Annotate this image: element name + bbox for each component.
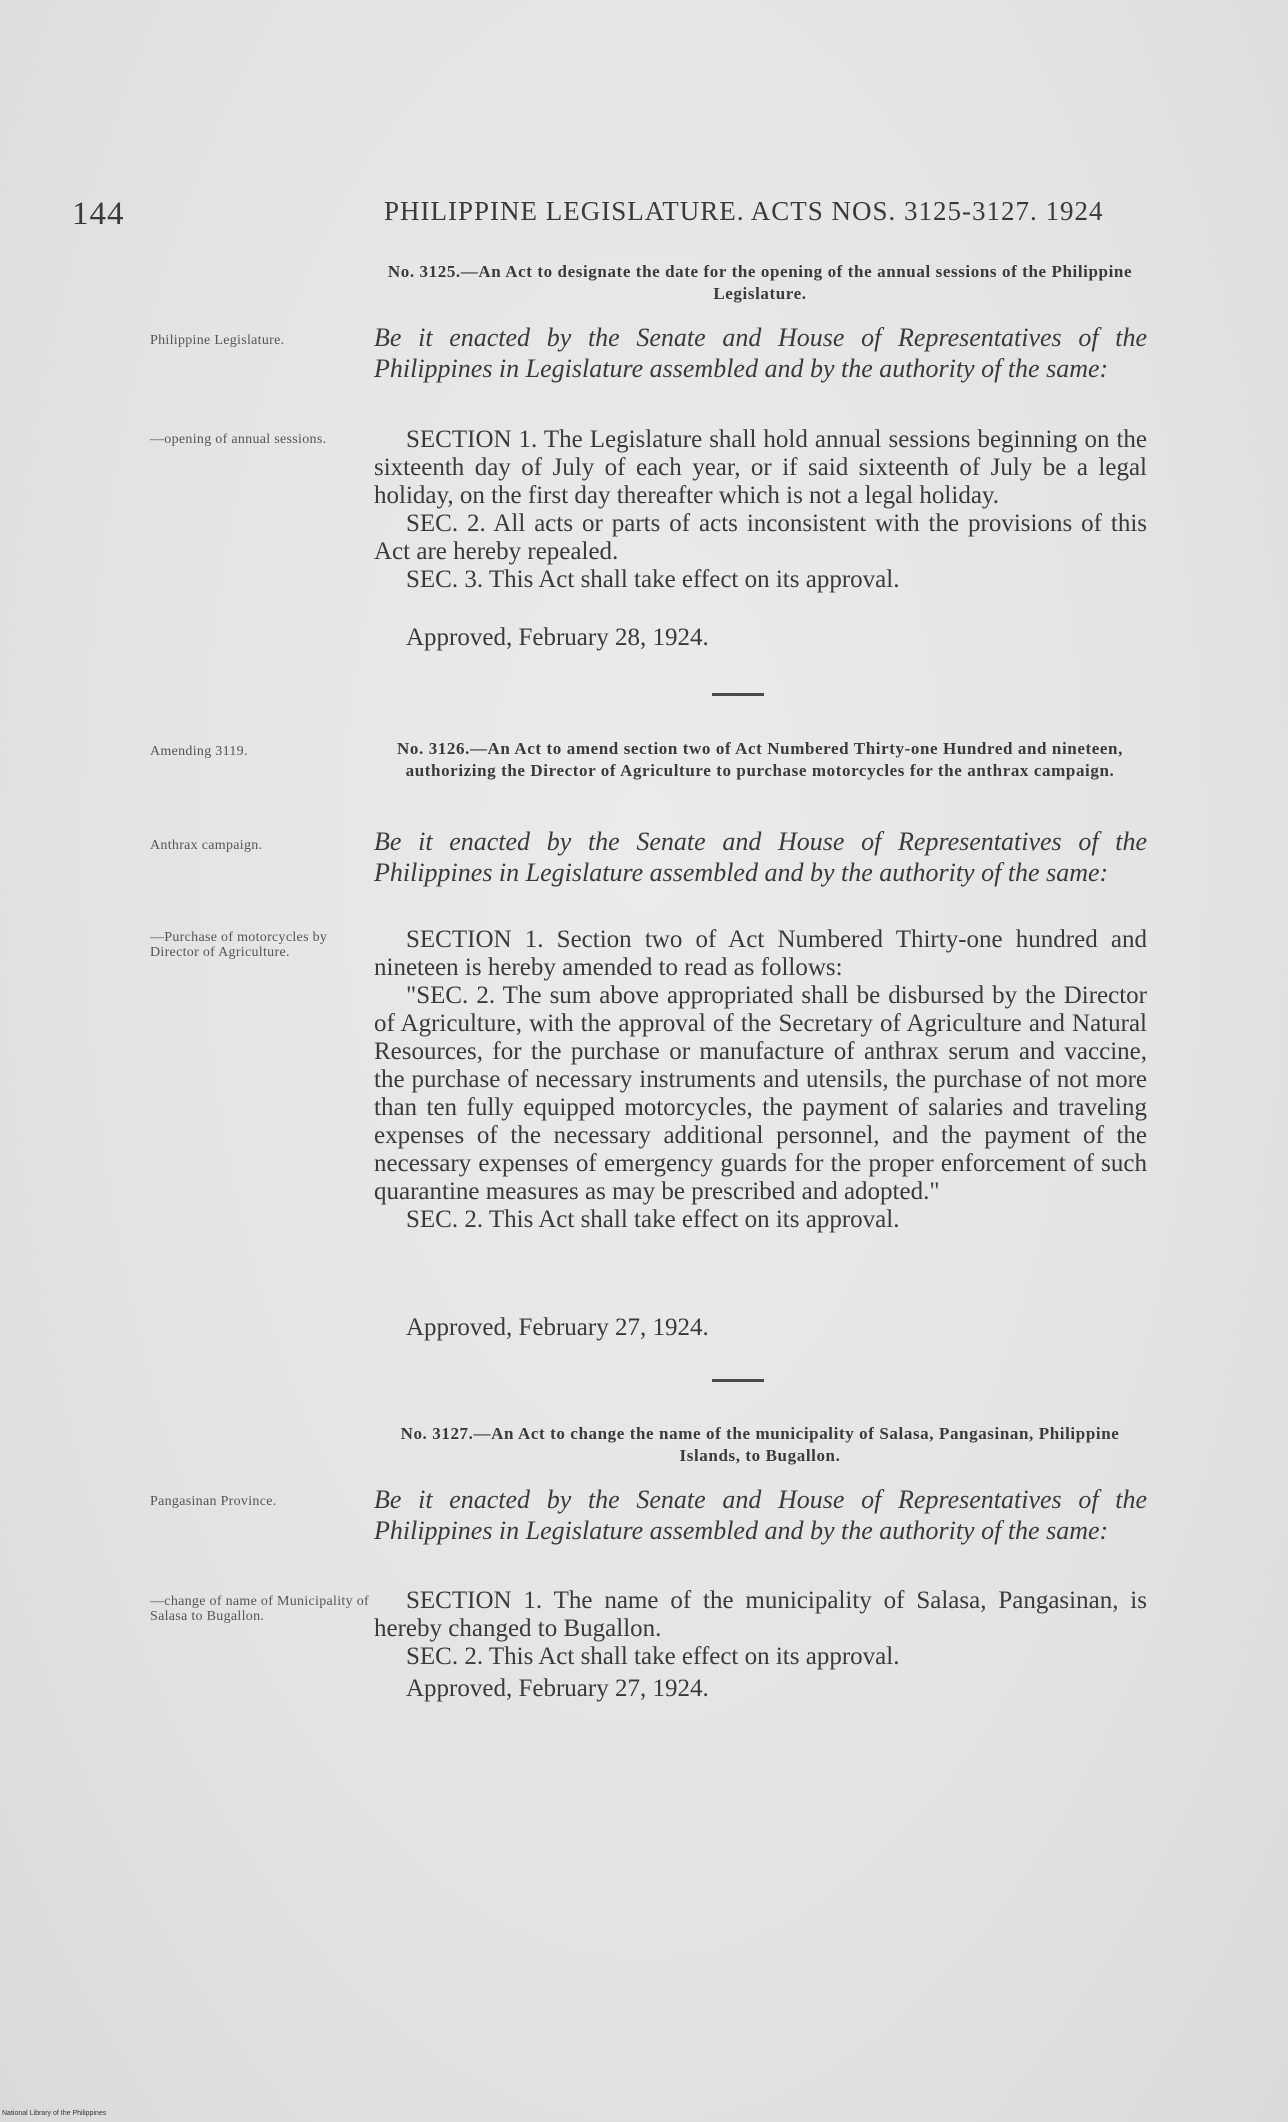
act-3127-body xyxy=(374,1587,1147,1671)
act-3125-enacting-clause: Be it enacted by the Senate and House of Representatives of the Philippines in Legislature assembled and by the authority of the same: xyxy=(374,323,1147,383)
footer-credit: National Library of the Philippines xyxy=(2,2110,107,2117)
margin-note-change-of-name: —change of name of Municipality of Salasa to Bugallon. xyxy=(150,1594,369,1624)
margin-note-pangasinan-province: Pangasinan Province. xyxy=(150,1494,277,1509)
act-3126-section-2: SEC. 2. This Act shall take effect on its approval. xyxy=(406,1206,900,1233)
act-3126-approved: Approved, February 27, 1924. xyxy=(406,1314,709,1341)
act-3126-enacting-clause: Be it enacted by the Senate and House of Representatives of the Philippines in Legislature assembled and by the authority of the same: xyxy=(374,827,1147,887)
margin-note-philippine-legislature: Philippine Legislature. xyxy=(150,333,285,348)
act-3127-section-1: SECTION 1. The name of the municipality of Salasa, Pangasinan, is hereby changed to Bugallon. xyxy=(374,1587,1147,1642)
act-3127-title: No. 3127.—An Act to change the name of the municipality of Salasa, Pangasinan, Philippine Islands, to Bugallon. xyxy=(400,1424,1120,1465)
act-3125-section-2: SEC. 2. All acts or parts of acts inconsistent with the provisions of this Act are hereby repealed. xyxy=(374,510,1147,565)
act-3126-section-1: SECTION 1. Section two of Act Numbered Thirty-one hundred and nineteen is hereby amended to read as follows: xyxy=(374,926,1147,981)
margin-note-opening-sessions: —opening of annual sessions. xyxy=(150,432,327,447)
section-divider xyxy=(712,1379,764,1382)
margin-note-purchase-motorcycles: —Purchase of motorcycles by Director of Agriculture. xyxy=(150,930,328,960)
margin-note-amending-3119: Amending 3119. xyxy=(150,744,248,759)
act-3125-title: No. 3125.—An Act to designate the date for the opening of the annual sessions of the Philippine Legislature. xyxy=(387,262,1133,303)
act-3125-approved: Approved, February 28, 1924. xyxy=(406,624,709,651)
act-3125-section-3: SEC. 3. This Act shall take effect on its approval. xyxy=(406,566,900,593)
running-title: PHILIPPINE LEGISLATURE. ACTS NOS. 3125-3127. 1924 xyxy=(384,196,1104,226)
act-3126-title: No. 3126.—An Act to amend section two of Act Numbered Thirty-one Hundred and nineteen, authorizing the Director of Agriculture to purchase motorcycles for the anthrax campaign. xyxy=(397,739,1123,780)
page-number: 144 xyxy=(72,196,125,232)
margin-note-anthrax-campaign: Anthrax campaign. xyxy=(150,838,263,853)
act-3125-body xyxy=(374,426,1147,594)
act-3126-body xyxy=(374,926,1147,1234)
act-3126-quoted-section: "SEC. 2. The sum above appropriated shall be disbursed by the Director of Agriculture, with the approval of the Secretary of Agriculture and Natural Resources, for the purchase or manufacture of anthrax serum and vaccine, the purchase of necessary instruments and utensils, the purchase of not more than ten fully equipped motorcycles, the payment of salaries and traveling expenses of the necessary additional personnel, and the payment of the necessary expenses of emergency guards for the proper enforcement of such quarantine measures as may be prescribed and adopted." xyxy=(374,982,1147,1205)
act-3125-section-1: SECTION 1. The Legislature shall hold annual sessions beginning on the sixteenth day of July of each year, or if said sixteenth of July be a legal holiday, on the first day thereafter which is not a legal holiday. xyxy=(374,426,1147,509)
act-3127-approved: Approved, February 27, 1924. xyxy=(406,1675,709,1702)
act-3127-section-2: SEC. 2. This Act shall take effect on its approval. xyxy=(406,1643,900,1670)
section-divider xyxy=(712,693,764,696)
act-3127-enacting-clause: Be it enacted by the Senate and House of Representatives of the Philippines in Legislature assembled and by the authority of the same: xyxy=(374,1485,1147,1545)
